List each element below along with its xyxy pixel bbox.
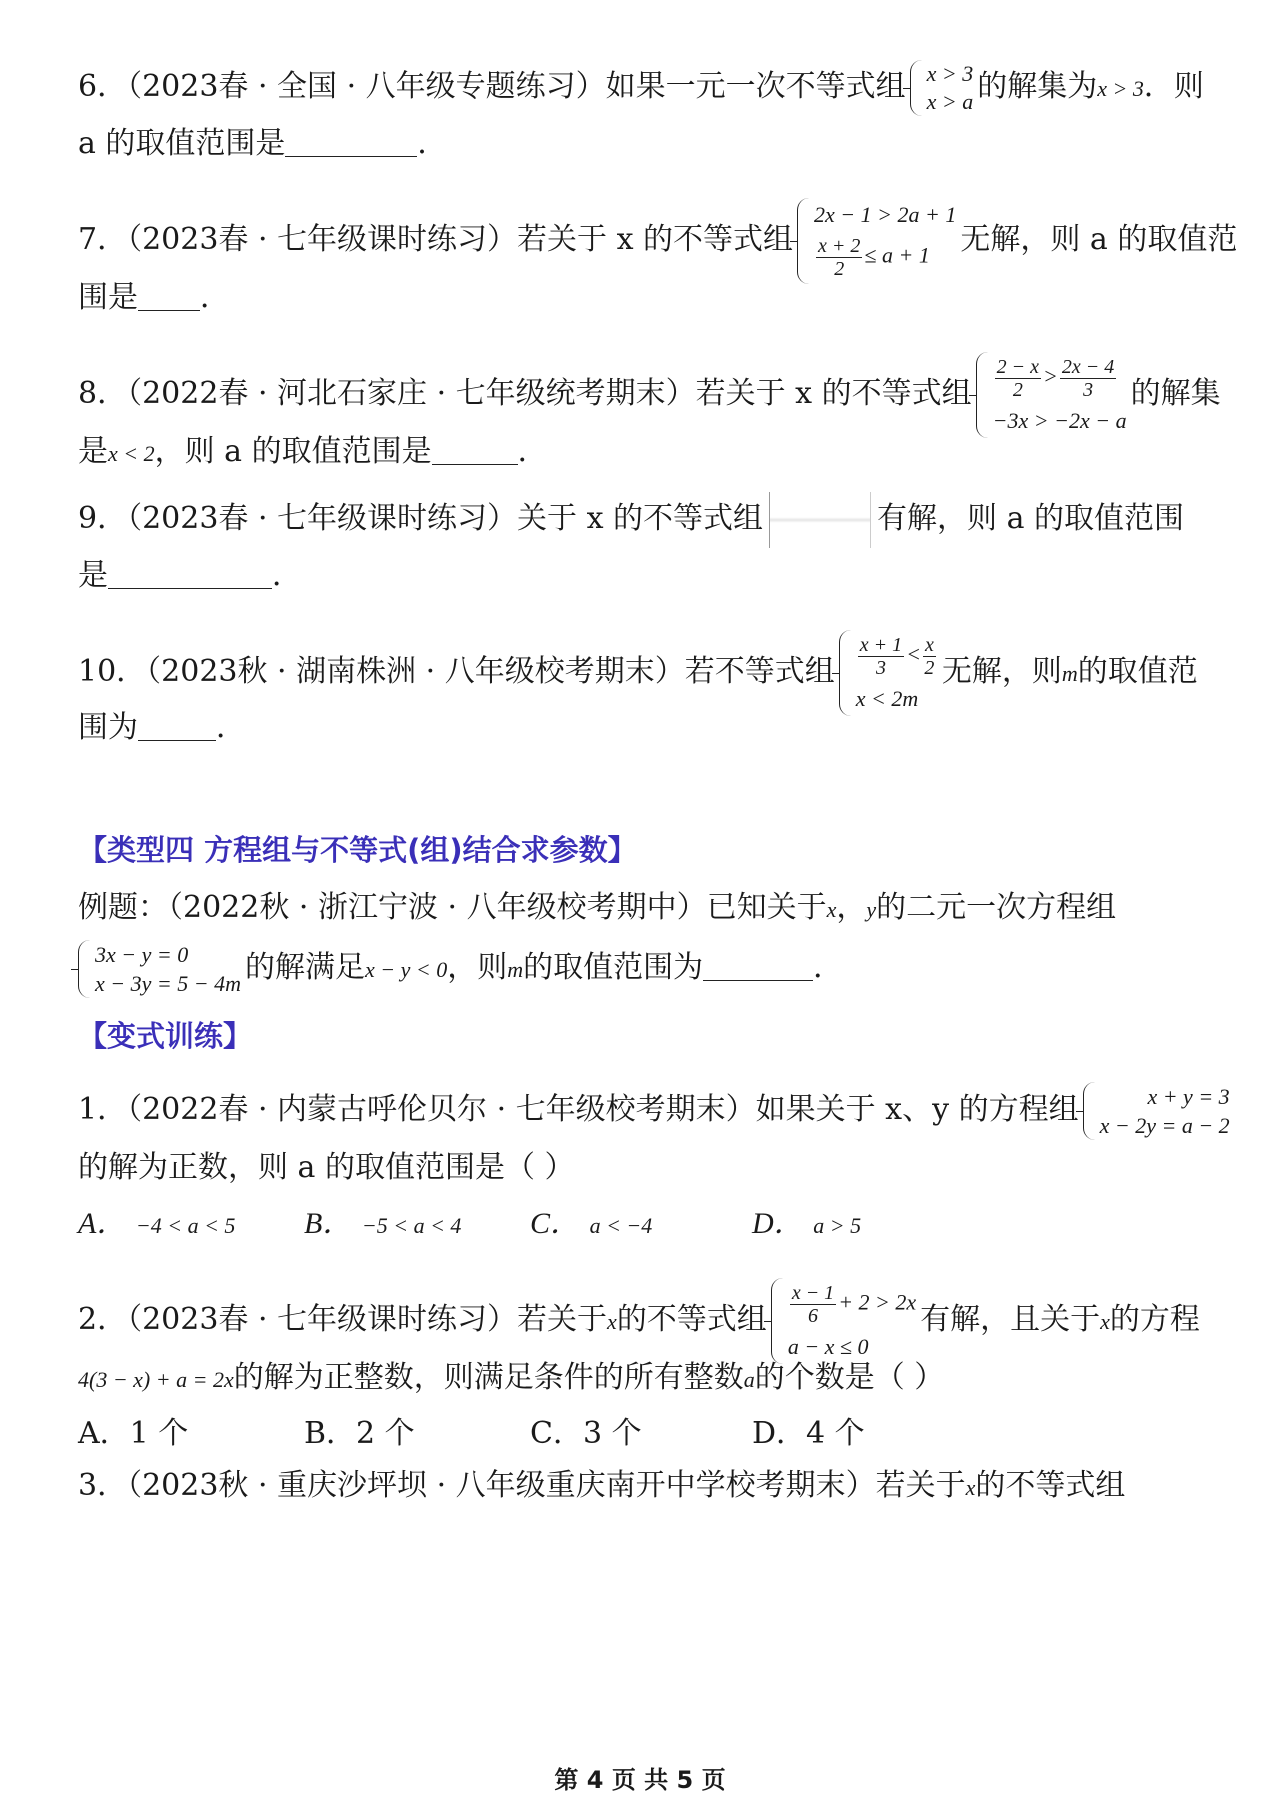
question-10-frac1-den: 3 xyxy=(875,656,886,679)
example-y: y xyxy=(866,897,877,922)
variant-2-x: x xyxy=(607,1309,617,1334)
question-9-stem: 9．（2023春 · 七年级课时练习）关于 x 的不等式组 xyxy=(78,501,764,536)
example-eq-1: 3x − y = 0 xyxy=(95,941,189,967)
variant-3-stem: 3．（2023秋 · 重庆沙坪坝 · 八年级重庆南开中学校考期末）若关于 xyxy=(78,1468,966,1503)
question-8-frac1-num: 2 − x xyxy=(996,355,1040,378)
variant-1-options xyxy=(78,1204,1208,1246)
question-10-ask: 围为 xyxy=(78,710,138,745)
question-7-line-1 xyxy=(78,198,1238,284)
question-8-line-1 xyxy=(78,352,1221,438)
question-8-ineq-2: −3x > −2x − a xyxy=(992,408,1127,434)
example-mid2: ，则 xyxy=(447,950,508,985)
question-6-line-2: a 的取值范围是 ． xyxy=(78,126,448,161)
question-6-mid: 的解集为 xyxy=(977,69,1098,104)
question-8-stem: 8．（2022春 · 河北石家庄 · 七年级统考期末）若关于 x 的不等式组 xyxy=(78,376,972,411)
question-7-stem: 7．（2023春 · 七年级课时练习）若关于 x 的不等式组 xyxy=(78,222,794,257)
variant-2-ineq-1: + 2 > 2x xyxy=(838,1289,917,1315)
variant-2-end2: 的方程 xyxy=(1109,1302,1200,1337)
question-10-end2: 的取值范 xyxy=(1077,654,1198,689)
variant-3-end: 的不等式组 xyxy=(975,1468,1126,1503)
question-8-frac2-num: 2x − 4 xyxy=(1061,355,1115,378)
question-10-stem: 10．（2023秋 · 湖南株洲 · 八年级校考期末）若不等式组 xyxy=(78,654,835,689)
variant-1-stem: 1．（2022春 · 内蒙古呼伦贝尔 · 七年级校考期末）如果关于 x、y 的方程组 xyxy=(78,1092,1079,1127)
variant-1-line-1 xyxy=(78,1082,1230,1140)
variant-1-eq-2: x − 2y = a − 2 xyxy=(1099,1112,1230,1138)
inequality-image-placeholder xyxy=(769,492,871,548)
question-10-frac2-den: 2 xyxy=(924,656,935,679)
question-7-line-2: 围是 ． xyxy=(78,280,230,315)
question-6-line-1 xyxy=(78,60,1208,116)
question-10-ineq-2: x < 2m xyxy=(855,686,919,712)
question-8-end: 的解集 xyxy=(1130,376,1221,411)
question-10-m: m xyxy=(1061,661,1078,686)
question-6-end: ．则 xyxy=(1143,69,1204,104)
example-x: x xyxy=(826,897,837,922)
variant-2-line-1 xyxy=(78,1278,1208,1364)
question-6-system xyxy=(910,60,974,116)
question-10-lt: < xyxy=(906,641,921,667)
example-condition: x − y < 0 xyxy=(364,957,448,982)
variant-2-ineq-2: a − x ≤ 0 xyxy=(787,1334,869,1360)
answer-blank[interactable] xyxy=(108,560,272,589)
variant-1-eq-1: x + y = 3 xyxy=(1147,1083,1230,1109)
question-6-ineq-2: x > a xyxy=(926,89,974,114)
question-7-system xyxy=(797,198,956,284)
variant-2-end: 有解，且关于 xyxy=(920,1302,1101,1337)
question-7-ask: 围是 xyxy=(78,280,138,315)
variant-2-ask: 的解为正整数，则满足条件的所有整数 xyxy=(233,1360,744,1395)
question-6-solution: x > 3 xyxy=(1097,76,1144,101)
question-6-ineq-1: x > 3 xyxy=(926,61,974,86)
example-stem-b: 的二元一次方程组 xyxy=(876,890,1117,925)
variant-2-a: a xyxy=(743,1367,755,1392)
example-ask: 的取值范围为 xyxy=(523,950,704,985)
example-line-1 xyxy=(78,888,1208,930)
answer-blank[interactable] xyxy=(138,282,200,311)
question-9-end: 有解，则 a 的取值范围 xyxy=(877,501,1185,536)
variant-2-option-b[interactable]: B．2 个 xyxy=(304,1416,415,1451)
example-stem: 例题：（2022秋 · 浙江宁波 · 八年级校考期中）已知关于 xyxy=(78,890,827,925)
variant-2-x-2: x xyxy=(1100,1309,1110,1334)
question-6-ask: a 的取值范围是 xyxy=(78,126,286,161)
question-8-solution: x < 2 xyxy=(108,441,155,466)
question-7-end: 无解，则 a 的取值范 xyxy=(960,222,1238,257)
variant-2-option-a[interactable]: A．1 个 xyxy=(78,1416,189,1451)
question-8-frac1-den: 2 xyxy=(1012,378,1023,401)
question-9-line-2: 是 ． xyxy=(78,558,302,593)
question-9-line-1 xyxy=(78,492,1208,548)
question-8-ask-b: ，则 a 的取值范围是 xyxy=(154,434,432,469)
variant-2-system xyxy=(771,1278,916,1364)
variant-2-ask-b: 的个数是（ ） xyxy=(754,1360,945,1395)
answer-blank[interactable] xyxy=(432,436,518,465)
variant-2-stem: 2．（2023春 · 七年级课时练习）若关于 xyxy=(78,1302,608,1337)
question-10-frac2-num: x xyxy=(924,633,934,656)
question-8-system xyxy=(976,352,1127,438)
variant-2-frac-num: x − 1 xyxy=(791,1281,835,1304)
question-10-line-1 xyxy=(78,630,1208,716)
example-mid: 的解满足 xyxy=(244,950,365,985)
variant-1-option-a[interactable]: A． −4 < a < 5 xyxy=(78,1207,236,1240)
answer-blank[interactable] xyxy=(703,952,813,981)
variant-2-line-2 xyxy=(78,1358,1208,1400)
example-comma: ， xyxy=(836,890,867,925)
variant-1-option-b[interactable]: B． −5 < a < 4 xyxy=(304,1207,462,1240)
example-eq-2: x − 3y = 5 − 4m xyxy=(95,970,241,996)
variant-1-option-d[interactable]: D． a > 5 xyxy=(752,1207,862,1240)
question-10-frac1-num: x + 1 xyxy=(859,633,903,656)
variant-2-option-d[interactable]: D．4 个 xyxy=(752,1416,865,1451)
variant-1-line-2 xyxy=(78,1148,1208,1188)
variant-3-line-1 xyxy=(78,1466,1208,1508)
variant-2-option-c[interactable]: C．3 个 xyxy=(530,1416,642,1451)
variant-2-frac-den: 6 xyxy=(808,1304,818,1327)
page-footer: 第 4 页 共 5 页 xyxy=(554,1766,726,1794)
question-8-frac2-den: 3 xyxy=(1083,378,1094,401)
section-4-heading: 【类型四 方程组与不等式(组)结合求参数】 xyxy=(78,833,637,867)
variant-3-x: x xyxy=(965,1475,976,1500)
question-10-line-2: 围为 ． xyxy=(78,710,246,745)
question-8-ask-a: 是 xyxy=(78,434,108,469)
question-10-system xyxy=(839,630,938,716)
question-8-gt: > xyxy=(1043,363,1058,389)
question-6-stem: 6．（2023春 · 全国 · 八年级专题练习）如果一元一次不等式组 xyxy=(78,69,906,104)
variant-2-stem-b: 的不等式组 xyxy=(616,1302,767,1337)
variant-1-system xyxy=(1083,1082,1230,1140)
question-7-frac-num: x + 2 xyxy=(818,235,861,258)
example-system xyxy=(78,940,241,998)
question-10-end: 无解，则 xyxy=(941,654,1062,689)
question-7-frac-den: 2 xyxy=(834,258,845,281)
variant-1-ask: 的解为正数，则 a 的取值范围是（ ） xyxy=(78,1150,575,1185)
question-7-ineq-1: 2x − 1 > 2a + 1 xyxy=(814,201,957,227)
question-8-line-2: 是x < 2，则 a 的取值范围是 ． xyxy=(78,434,548,469)
variant-2-options xyxy=(78,1414,1208,1454)
answer-blank[interactable] xyxy=(285,128,417,157)
example-m: m xyxy=(507,957,524,982)
variant-heading: 【变式训练】 xyxy=(78,1019,253,1053)
answer-blank[interactable] xyxy=(138,712,216,741)
question-9-ask: 是 xyxy=(78,558,108,593)
variant-2-equation: 4(3 − x) + a = 2x xyxy=(78,1367,234,1392)
example-line-2: 3x − y = 0 x − 3y = 5 − 4m 的解满足x − y < 0，则m的取值范围为 ． xyxy=(78,940,1208,1002)
variant-1-option-c[interactable]: C． a < −4 xyxy=(530,1207,653,1240)
question-7-ineq-2: ≤ a + 1 xyxy=(864,242,930,268)
